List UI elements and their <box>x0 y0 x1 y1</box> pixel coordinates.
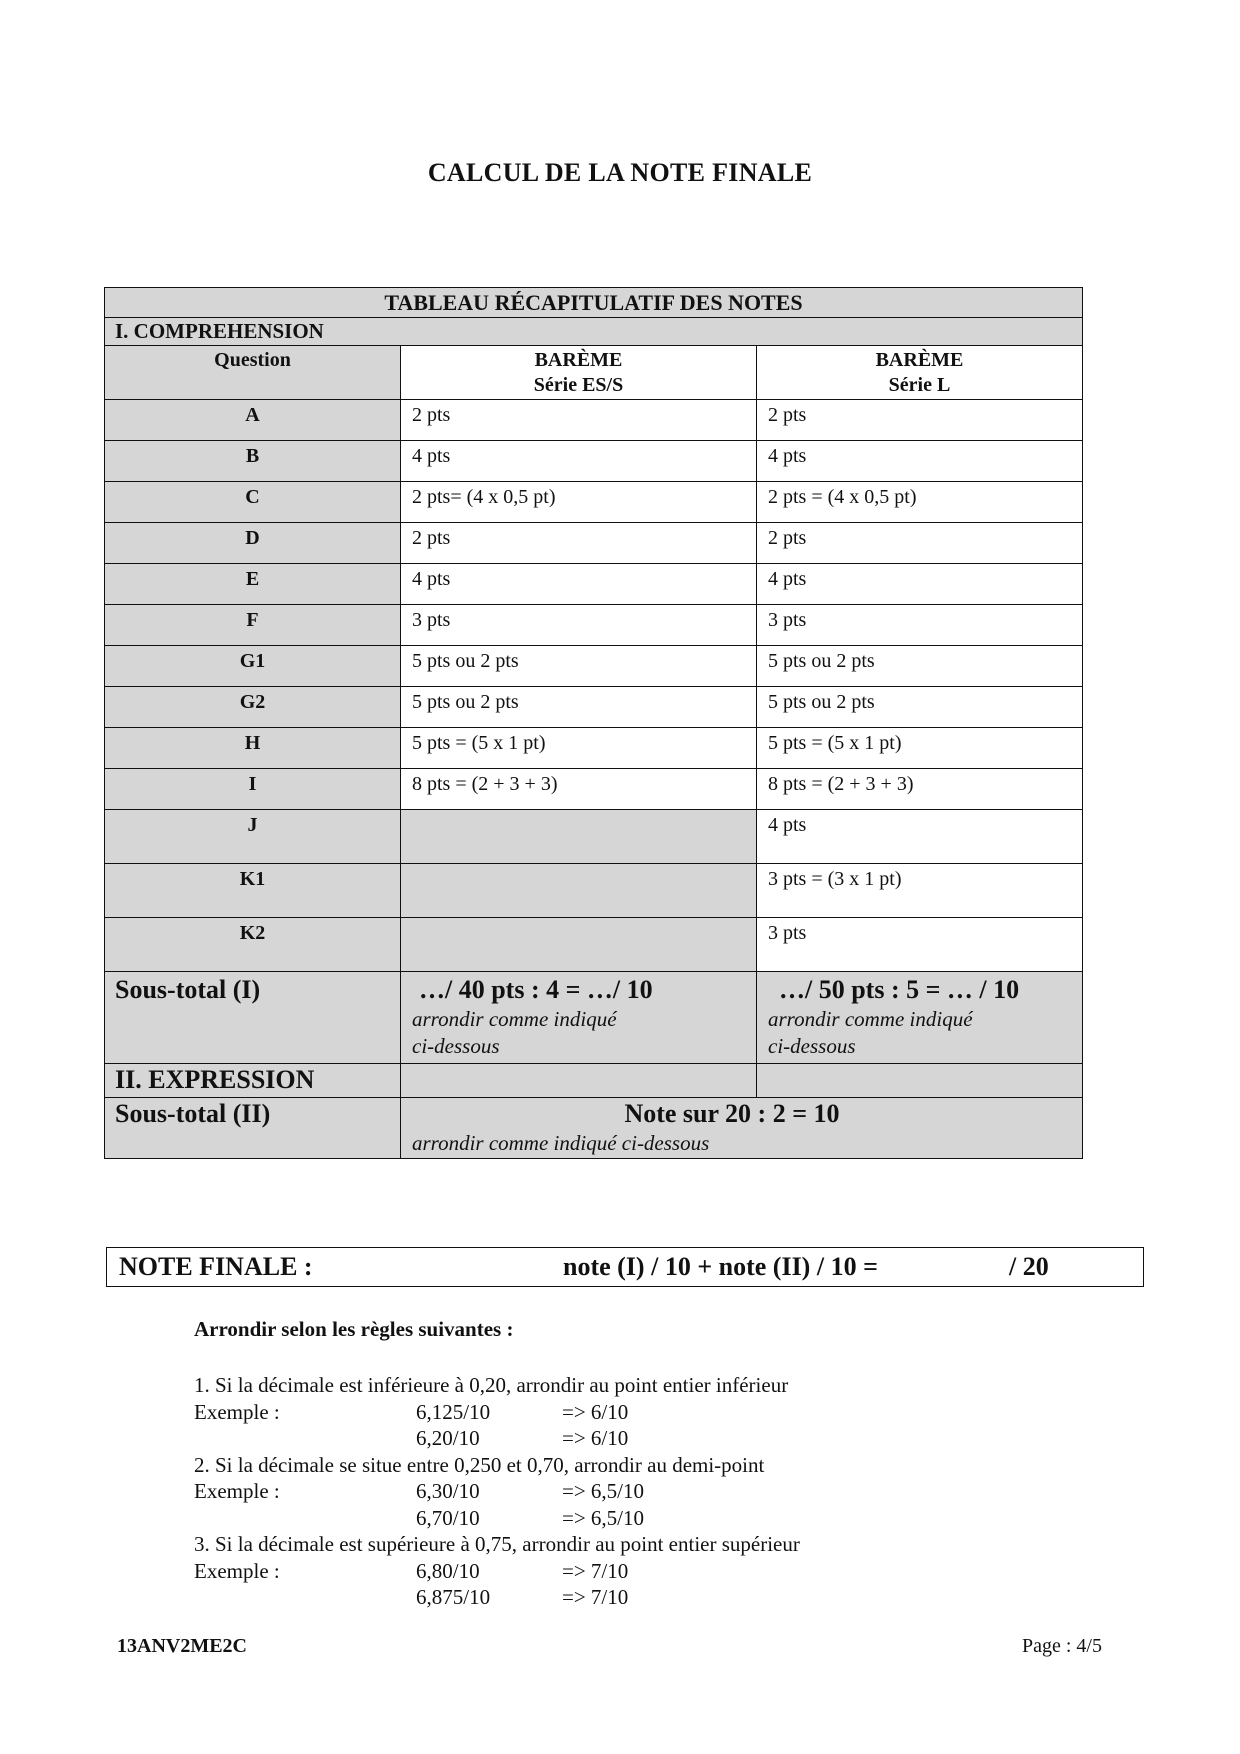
score-l: 5 pts ou 2 pts <box>757 646 1083 687</box>
summary-table <box>104 287 1083 1159</box>
subtotal-1-es: …/ 40 pts : 4 = …/ 10 <box>419 975 653 1004</box>
score-es: 8 pts = (2 + 3 + 3) <box>401 769 757 810</box>
column-header-l-line2: Série L <box>888 374 951 396</box>
column-header-es-line2: Série ES/S <box>533 374 624 396</box>
score-es-empty <box>401 918 757 972</box>
example-line <box>194 1558 800 1585</box>
column-header-es <box>401 346 757 400</box>
question-label: E <box>105 564 401 605</box>
table-row <box>105 441 1083 482</box>
subtotal-1-es-cell <box>401 972 757 1064</box>
subtotal-1-l: …/ 50 pts : 5 = … / 10 <box>779 975 1020 1004</box>
example-label: Exemple : <box>194 1399 280 1424</box>
example-line <box>194 1399 800 1426</box>
question-label: C <box>105 482 401 523</box>
example-from: 6,20/10 <box>416 1426 480 1450</box>
column-header-es-line1: BARÈME <box>534 349 623 371</box>
section-comprehension: I. COMPREHENSION <box>105 318 1083 346</box>
question-label: G2 <box>105 687 401 728</box>
example-to: => 7/10 <box>562 1558 629 1583</box>
subtotal-2-cell <box>401 1098 1083 1159</box>
subtotal-1-l-note-1: arrondir comme indiqué <box>768 1007 973 1031</box>
table-row <box>105 564 1083 605</box>
rule-text: 2. Si la décimale se situe entre 0,250 et 0,70, arrondir au demi-point <box>194 1452 765 1477</box>
rules-heading: Arrondir selon les règles suivantes : <box>194 1317 514 1341</box>
table-row <box>105 769 1083 810</box>
final-grade-box <box>106 1247 1144 1287</box>
score-es: 2 pts <box>401 400 757 441</box>
section-expression: II. EXPRESSION <box>115 1065 315 1094</box>
table-row <box>105 400 1083 441</box>
score-es: 2 pts= (4 x 0,5 pt) <box>401 482 757 523</box>
column-header-l-line1: BARÈME <box>875 349 964 371</box>
expression-empty-es <box>401 1064 757 1098</box>
section-expression-cell <box>105 1064 401 1098</box>
question-label: K1 <box>105 864 401 918</box>
subtotal-2-label-cell <box>105 1098 401 1159</box>
table-row <box>105 918 1083 972</box>
score-es: 5 pts ou 2 pts <box>401 687 757 728</box>
table-row <box>105 687 1083 728</box>
table-row <box>105 728 1083 769</box>
subtotal-2-note: arrondir comme indiqué ci-dessous <box>412 1131 710 1155</box>
table-row <box>105 810 1083 864</box>
score-es-empty <box>401 810 757 864</box>
score-l: 4 pts <box>757 810 1083 864</box>
expression-empty-l <box>757 1064 1083 1098</box>
example-from: 6,30/10 <box>416 1479 480 1503</box>
question-label: A <box>105 400 401 441</box>
subtotal-row-1 <box>105 972 1083 1064</box>
score-l: 8 pts = (2 + 3 + 3) <box>757 769 1083 810</box>
score-es: 3 pts <box>401 605 757 646</box>
table-caption: TABLEAU RÉCAPITULATIF DES NOTES <box>105 288 1083 318</box>
page-title: CALCUL DE LA NOTE FINALE <box>427 158 813 187</box>
section-expression-row <box>105 1064 1083 1098</box>
subtotal-1-label-cell <box>105 972 401 1064</box>
question-label: H <box>105 728 401 769</box>
example-line <box>194 1478 800 1505</box>
example-label: Exemple : <box>194 1479 280 1503</box>
subtotal-1-l-note-2: ci-dessous <box>768 1034 856 1058</box>
column-header-question-label: Question <box>214 349 291 371</box>
rule-text: 1. Si la décimale est inférieure à 0,20, arrondir au point entier inférieur <box>194 1373 789 1397</box>
rounding-rules <box>194 1316 800 1611</box>
score-l: 3 pts = (3 x 1 pt) <box>757 864 1083 918</box>
example-label: Exemple : <box>194 1558 280 1583</box>
table-row <box>105 605 1083 646</box>
question-label: D <box>105 523 401 564</box>
example-from: 6,80/10 <box>416 1558 480 1583</box>
table-row <box>105 646 1083 687</box>
question-label: K2 <box>105 918 401 972</box>
example-to: => 6,5/10 <box>562 1479 645 1503</box>
score-es: 2 pts <box>401 523 757 564</box>
question-label: G1 <box>105 646 401 687</box>
score-es: 5 pts ou 2 pts <box>401 646 757 687</box>
subtotal-2-value: Note sur 20 : 2 = 10 <box>624 1099 840 1128</box>
question-label: B <box>105 441 401 482</box>
example-from: 6,875/10 <box>416 1585 491 1609</box>
score-l: 3 pts <box>757 605 1083 646</box>
column-header-l <box>757 346 1083 400</box>
final-grade-label: NOTE FINALE : <box>119 1252 313 1281</box>
final-grade-formula: note (I) / 10 + note (II) / 10 = <box>563 1252 878 1281</box>
example-to: => 6/10 <box>562 1426 629 1450</box>
subtotal-1-label: Sous-total (I) <box>115 975 261 1004</box>
example-to: => 6/10 <box>562 1399 629 1424</box>
example-from: 6,70/10 <box>416 1505 480 1530</box>
document-code: 13ANV2ME2C <box>117 1635 247 1657</box>
example-line <box>194 1425 800 1452</box>
rule-text: 3. Si la décimale est supérieure à 0,75, arrondir au point entier supérieur <box>194 1532 800 1556</box>
subtotal-row-2 <box>105 1098 1083 1159</box>
score-l: 4 pts <box>757 564 1083 605</box>
score-es: 4 pts <box>401 441 757 482</box>
score-es-empty <box>401 864 757 918</box>
table-row <box>105 864 1083 918</box>
subtotal-1-es-note-2: ci-dessous <box>412 1034 500 1058</box>
score-l: 2 pts <box>757 400 1083 441</box>
score-l: 5 pts ou 2 pts <box>757 687 1083 728</box>
example-line <box>194 1505 800 1532</box>
subtotal-1-es-note-1: arrondir comme indiqué <box>412 1007 617 1031</box>
example-to: => 7/10 <box>562 1585 629 1609</box>
subtotal-2-label: Sous-total (II) <box>115 1099 271 1128</box>
final-grade-total: / 20 <box>1009 1252 1049 1281</box>
score-es: 4 pts <box>401 564 757 605</box>
question-label: F <box>105 605 401 646</box>
subtotal-1-l-cell <box>757 972 1083 1064</box>
score-l: 3 pts <box>757 918 1083 972</box>
question-label: J <box>105 810 401 864</box>
column-header-question <box>105 346 401 400</box>
score-es: 5 pts = (5 x 1 pt) <box>401 728 757 769</box>
example-line <box>194 1584 800 1611</box>
score-l: 2 pts <box>757 523 1083 564</box>
score-l: 5 pts = (5 x 1 pt) <box>757 728 1083 769</box>
page-number: Page : 4/5 <box>1022 1635 1102 1657</box>
score-l: 4 pts <box>757 441 1083 482</box>
table-row <box>105 482 1083 523</box>
table-row <box>105 523 1083 564</box>
question-label: I <box>105 769 401 810</box>
example-to: => 6,5/10 <box>562 1505 645 1530</box>
example-from: 6,125/10 <box>416 1399 491 1424</box>
score-l: 2 pts = (4 x 0,5 pt) <box>757 482 1083 523</box>
